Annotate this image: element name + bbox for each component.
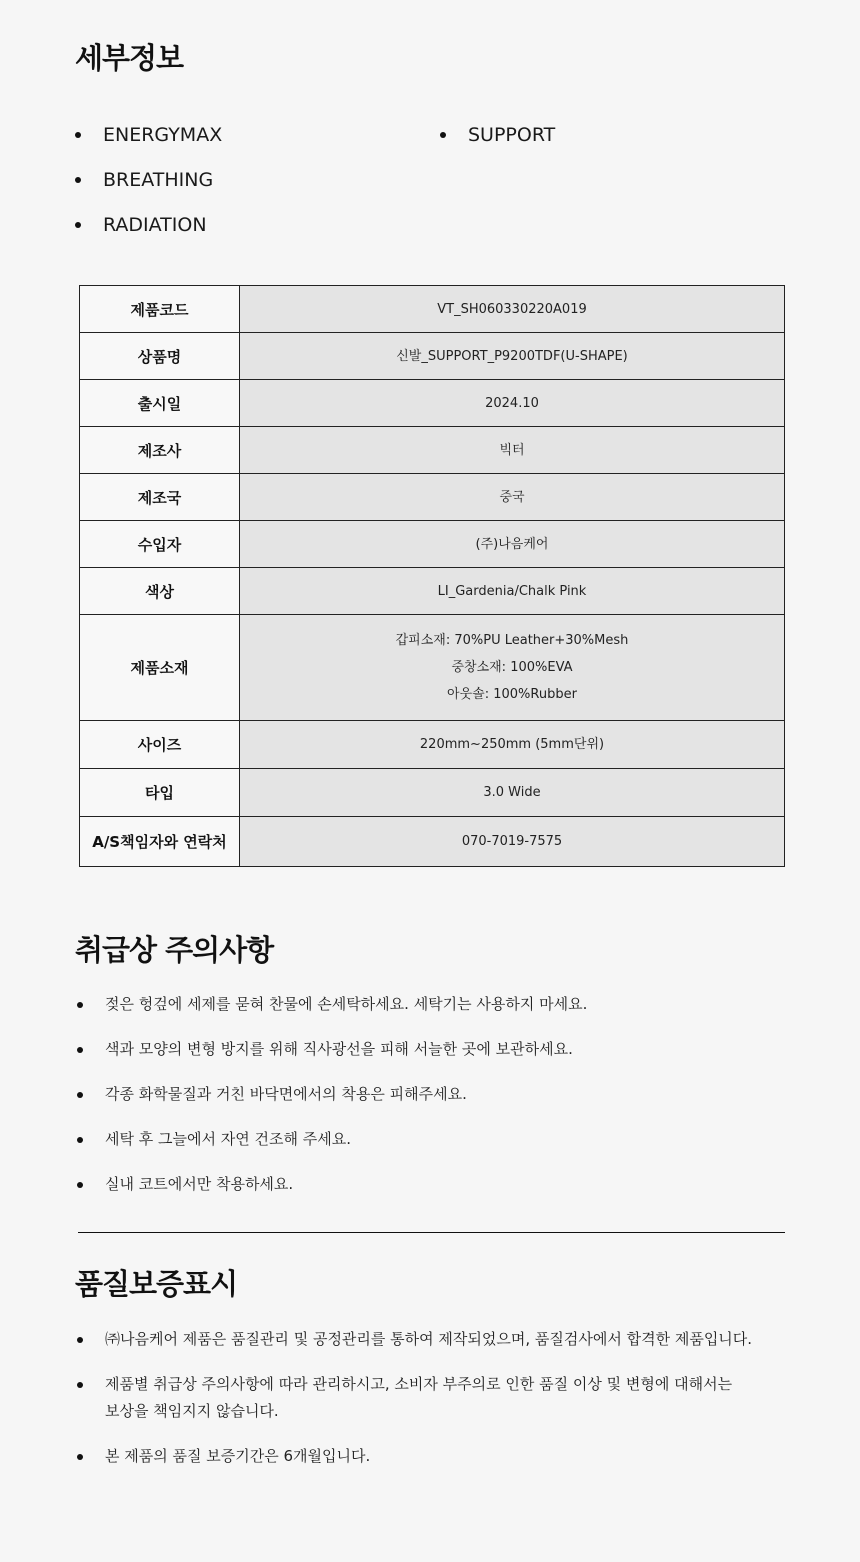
care-item: 실내 코트에서만 착용하세요. — [75, 1171, 795, 1198]
feature-label: BREATHING — [103, 169, 214, 191]
bullet-icon — [75, 222, 81, 228]
feature-label: ENERGYMAX — [103, 124, 223, 146]
bullet-icon — [77, 1002, 83, 1008]
bullet-icon — [77, 1382, 83, 1388]
care-item: 색과 모양의 변형 방지를 위해 직사광선을 피해 서늘한 곳에 보관하세요. — [75, 1036, 795, 1063]
bullet-icon — [77, 1454, 83, 1460]
care-title: 취급상 주의사항 — [75, 933, 274, 967]
care-item: 젖은 헝겊에 세제를 묻혀 찬물에 손세탁하세요. 세탁기는 사용하지 마세요. — [75, 991, 795, 1018]
warranty-item: ㈜나음케어 제품은 품질관리 및 공정관리를 통하여 제작되었으며, 품질검사에서 합격한 제품입니다. — [75, 1326, 795, 1353]
spec-row — [80, 817, 785, 867]
spec-value: 중국 — [240, 474, 785, 521]
spec-value: LI_Gardenia/Chalk Pink — [240, 568, 785, 615]
spec-key: A/S책임자와 연락처 — [80, 817, 240, 867]
spec-row — [80, 474, 785, 521]
spec-key: 제품코드 — [80, 286, 240, 333]
bullet-icon — [77, 1047, 83, 1053]
bullet-icon — [77, 1092, 83, 1098]
spec-value: VT_SH060330220A019 — [240, 286, 785, 333]
spec-key: 타입 — [80, 769, 240, 817]
bullet-icon — [77, 1337, 83, 1343]
spec-row — [80, 521, 785, 568]
spec-value: (주)나음케어 — [240, 521, 785, 568]
care-item: 각종 화학물질과 거친 바닥면에서의 착용은 피해주세요. — [75, 1081, 795, 1108]
spec-value: 2024.10 — [240, 380, 785, 427]
section-divider — [78, 1232, 785, 1233]
spec-key: 사이즈 — [80, 721, 240, 769]
spec-key: 제품소재 — [80, 615, 240, 721]
details-title: 세부정보 — [75, 41, 184, 75]
bullet-icon — [75, 132, 81, 138]
spec-value: 220mm~250mm (5mm단위) — [240, 721, 785, 769]
spec-key: 수입자 — [80, 521, 240, 568]
spec-value: 070-7019-7575 — [240, 817, 785, 867]
spec-row — [80, 286, 785, 333]
feature-list — [75, 118, 795, 258]
spec-value: 신발_SUPPORT_P9200TDF(U-SHAPE) — [240, 333, 785, 380]
spec-row — [80, 615, 785, 721]
warranty-item: 제품별 취급상 주의사항에 따라 관리하시고, 소비자 부주의로 인한 품질 이상 및 변형에 대해서는 보상을 책임지지 않습니다. — [75, 1371, 795, 1425]
spec-row — [80, 427, 785, 474]
warranty-list — [75, 1326, 795, 1470]
spec-key: 출시일 — [80, 380, 240, 427]
feature-label: SUPPORT — [468, 124, 556, 146]
spec-key: 상품명 — [80, 333, 240, 380]
spec-value: 빅터 — [240, 427, 785, 474]
spec-key: 색상 — [80, 568, 240, 615]
warranty-item: 본 제품의 품질 보증기간은 6개월입니다. — [75, 1443, 795, 1470]
spec-key: 제조국 — [80, 474, 240, 521]
bullet-icon — [75, 177, 81, 183]
bullet-icon — [440, 132, 446, 138]
spec-value: 갑피소재: 70%PU Leather+30%Mesh 중창소재: 100%EVA 아웃솔: 100%Rubber — [240, 615, 785, 721]
spec-row — [80, 769, 785, 817]
care-item: 세탁 후 그늘에서 자연 건조해 주세요. — [75, 1126, 795, 1153]
spec-row — [80, 721, 785, 769]
warranty-title: 품질보증표시 — [75, 1267, 238, 1301]
spec-row — [80, 568, 785, 615]
spec-row — [80, 333, 785, 380]
bullet-icon — [77, 1182, 83, 1188]
spec-value: 3.0 Wide — [240, 769, 785, 817]
spec-table — [79, 285, 785, 867]
care-list — [75, 991, 795, 1198]
bullet-icon — [77, 1137, 83, 1143]
spec-row — [80, 380, 785, 427]
feature-label: RADIATION — [103, 214, 207, 236]
spec-key: 제조사 — [80, 427, 240, 474]
